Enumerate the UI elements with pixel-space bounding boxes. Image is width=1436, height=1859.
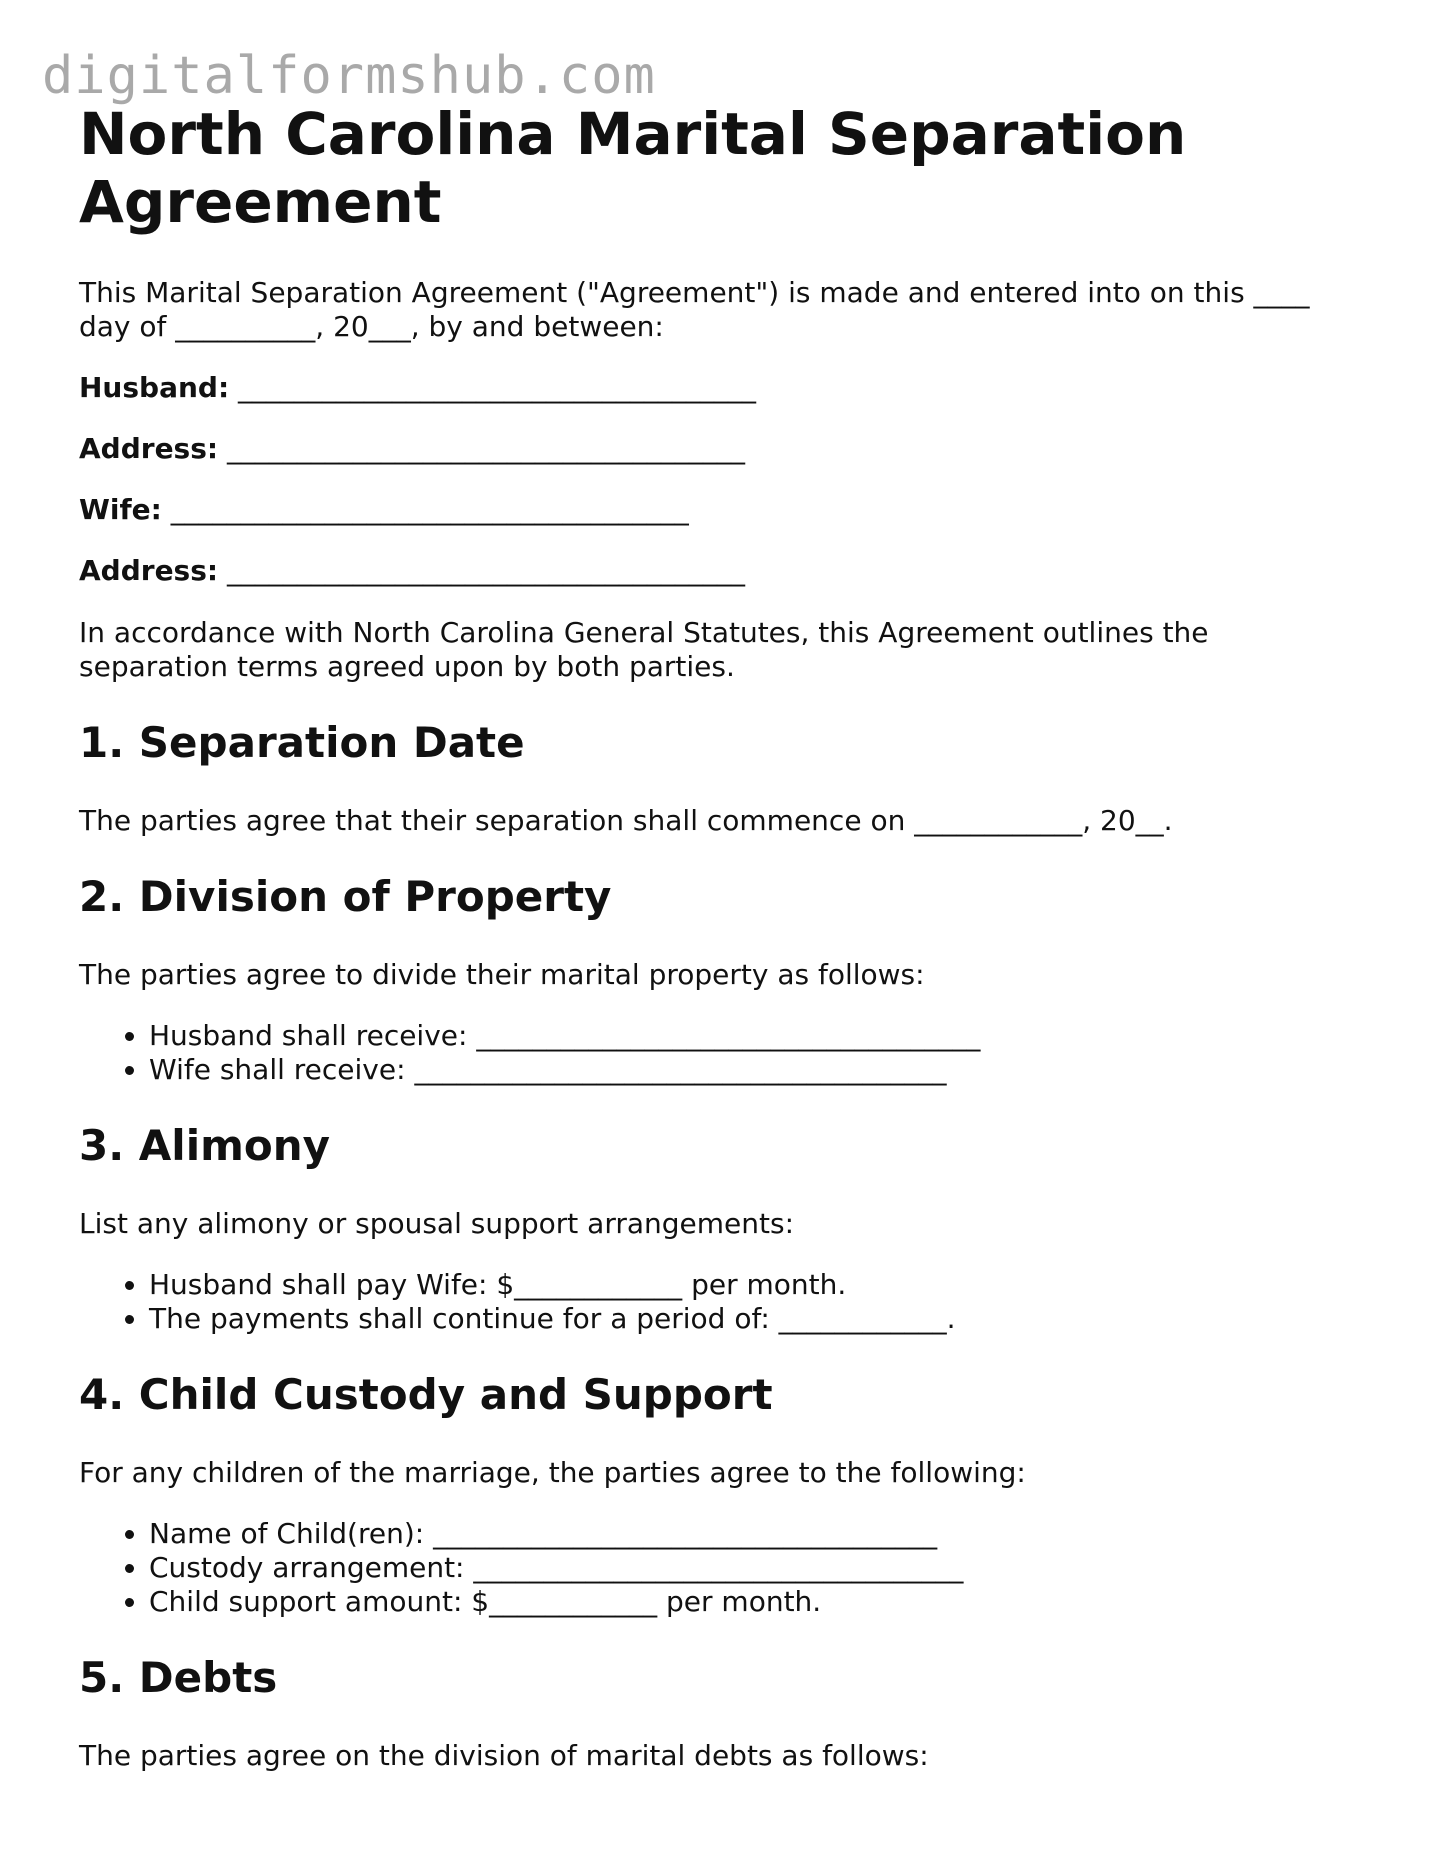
section-division-of-property <box>79 872 1359 1087</box>
page-title: North Carolina Marital Separation Agreement <box>79 100 1187 236</box>
child-list <box>79 1517 1359 1619</box>
list-item: • Name of Child(ren): ____________________________________ <box>149 1517 1359 1551</box>
section-text: The parties agree to divide their marital property as follows: <box>79 958 925 991</box>
list-item: • Husband shall receive: ____________________________________ <box>149 1019 1359 1053</box>
husband-address-field[interactable] <box>79 432 1359 466</box>
document <box>79 100 1359 1773</box>
wife-blank[interactable]: _____________________________________ <box>161 493 689 526</box>
list-item: • Husband shall pay Wife: $____________ per month. <box>149 1268 1359 1302</box>
list-item: • Wife shall receive: ______________________________________ <box>149 1053 1359 1087</box>
alimony-list <box>79 1268 1359 1336</box>
section-heading: 5. Debts <box>79 1653 278 1702</box>
husband-label: Husband: <box>79 371 230 404</box>
wife-address-field[interactable] <box>79 554 1359 588</box>
section-child-custody <box>79 1370 1359 1619</box>
section-heading: 3. Alimony <box>79 1121 330 1170</box>
section-heading: 1. Separation Date <box>79 718 525 767</box>
wife-field[interactable] <box>79 493 1359 527</box>
section-text: The parties agree on the division of marital debts as follows: <box>79 1739 929 1772</box>
list-item: • The payments shall continue for a period of: ____________. <box>149 1302 1359 1336</box>
list-item: • Child support amount: $____________ per month. <box>149 1585 1359 1619</box>
wife-address-blank[interactable]: _____________________________________ <box>218 554 745 587</box>
wife-address-label: Address: <box>79 554 219 587</box>
intro-paragraph: This Marital Separation Agreement ("Agreement") is made and entered into on this ____ day of __________, 20___, by and between: <box>79 276 1310 343</box>
section-text: For any children of the marriage, the parties agree to the following: <box>79 1456 1026 1489</box>
husband-field[interactable] <box>79 371 1359 405</box>
section-heading: 4. Child Custody and Support <box>79 1370 773 1419</box>
section-separation-date <box>79 718 1359 838</box>
watermark-text: digitalformshub.com <box>42 46 656 106</box>
husband-address-label: Address: <box>79 432 219 465</box>
section-text: List any alimony or spousal support arrangements: <box>79 1207 795 1240</box>
statute-paragraph: In accordance with North Carolina General Statutes, this Agreement outlines the separation terms agreed upon by both parties. <box>79 616 1209 683</box>
husband-address-blank[interactable]: _____________________________________ <box>218 432 745 465</box>
wife-label: Wife: <box>79 493 162 526</box>
section-alimony <box>79 1121 1359 1336</box>
section-text: The parties agree that their separation shall commence on ____________, 20__. <box>79 804 1173 837</box>
section-debts <box>79 1653 1359 1773</box>
husband-blank[interactable]: _____________________________________ <box>229 371 757 404</box>
section-heading: 2. Division of Property <box>79 872 612 921</box>
list-item: • Custody arrangement: ___________________________________ <box>149 1551 1359 1585</box>
property-list <box>79 1019 1359 1087</box>
